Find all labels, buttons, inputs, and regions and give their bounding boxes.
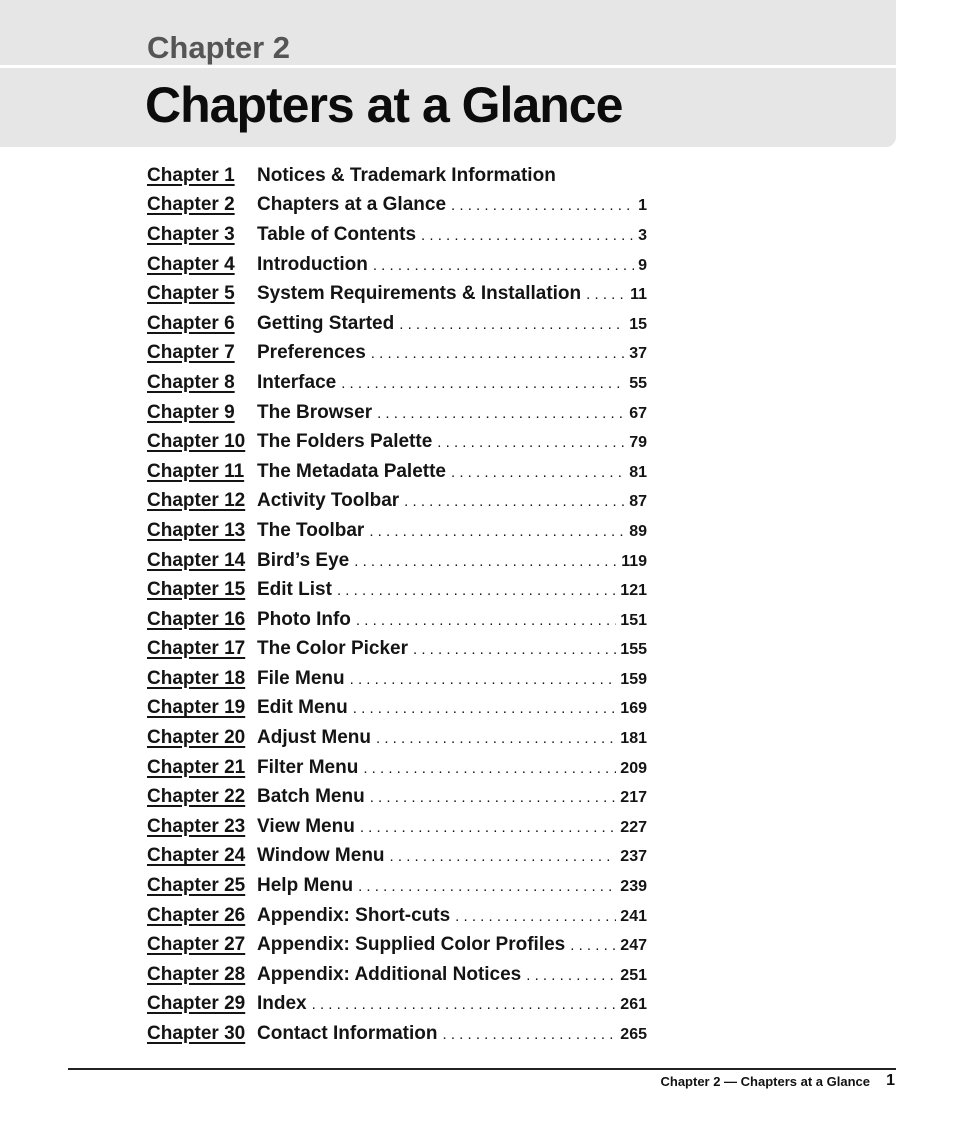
toc-row [147,842,647,872]
toc-chapter-link[interactable]: Chapter 30 [147,1023,246,1045]
toc-page-number: 81 [629,463,647,481]
toc-title: Preferences [257,342,366,364]
toc-dot-leader [360,816,616,838]
toc-title: Index [257,993,307,1015]
toc-page-number: 119 [621,552,647,570]
toc-title: The Folders Palette [257,431,433,453]
toc-title: Batch Menu [257,786,365,808]
toc-row [147,605,647,635]
toc-dot-leader [354,550,617,572]
toc-entry [257,372,647,394]
toc-entry [257,609,647,631]
toc-page-number: 251 [620,966,647,984]
toc-entry [257,668,647,690]
toc-page-number: 89 [629,522,647,540]
toc-row [147,161,647,191]
toc-chapter-link[interactable]: Chapter 14 [147,549,246,571]
toc-row [147,309,647,339]
toc-row [147,782,647,812]
toc-title: Bird’s Eye [257,549,350,571]
toc-page-number: 209 [620,759,647,777]
toc-chapter-link[interactable]: Chapter 27 [147,934,246,956]
toc-dot-leader [570,934,616,956]
toc-chapter-link[interactable]: Chapter 1 [147,164,235,186]
toc-title: The Browser [257,401,373,423]
toc-entry [257,342,647,364]
toc-dot-leader [526,964,616,986]
toc-entry [257,283,647,305]
toc-dot-leader [358,875,616,897]
toc-chapter-link[interactable]: Chapter 18 [147,667,246,689]
toc-dot-leader [586,283,626,305]
toc-chapter-link[interactable]: Chapter 4 [147,253,235,275]
toc-chapter-link[interactable]: Chapter 15 [147,579,246,601]
toc-row [147,250,647,280]
toc-page-number: 241 [620,907,647,925]
toc-entry [257,905,647,927]
toc-title: The Color Picker [257,638,408,660]
toc-dot-leader [341,372,625,394]
toc-dot-leader [451,194,634,216]
toc-title: Adjust Menu [257,727,371,749]
toc-chapter-link[interactable]: Chapter 10 [147,431,246,453]
toc-dot-leader [404,490,625,512]
toc-title: Edit Menu [257,697,348,719]
toc-dot-leader [373,254,634,276]
toc-page-number: 217 [620,789,647,807]
toc-dot-leader [312,993,617,1015]
toc-title: Photo Info [257,608,351,630]
toc-entry [257,786,647,808]
toc-row [147,546,647,576]
toc-title: Contact Information [257,1023,438,1045]
toc-entry [257,638,647,660]
toc-entry [257,875,647,897]
toc-page-number: 261 [620,996,647,1014]
toc-page-number: 181 [620,730,647,748]
toc-row [147,723,647,753]
toc-row [147,279,647,309]
toc-row [147,575,647,605]
toc-row [147,960,647,990]
toc-title: System Requirements & Installation [257,283,582,305]
toc-page-number: 79 [629,434,647,452]
toc-row [147,635,647,665]
toc-page-number: 3 [638,226,647,244]
toc-chapter-link[interactable]: Chapter 22 [147,786,246,808]
footer-divider [68,1068,896,1070]
toc-dot-leader [363,757,616,779]
toc-chapter-link[interactable]: Chapter 19 [147,697,246,719]
toc-entry [257,579,647,601]
toc-chapter-link[interactable]: Chapter 8 [147,371,235,393]
toc-title: Window Menu [257,845,385,867]
toc-title: Filter Menu [257,756,359,778]
toc-title: Edit List [257,579,332,601]
toc-title: Getting Started [257,312,395,334]
toc-chapter-link[interactable]: Chapter 21 [147,756,246,778]
toc-dot-leader [390,845,617,867]
toc-dot-leader [350,668,617,690]
toc-chapter-link[interactable]: Chapter 13 [147,519,246,541]
footer-running-head: Chapter 2 — Chapters at a Glance [660,1074,870,1089]
toc-chapter-link[interactable]: Chapter 3 [147,223,235,245]
toc-row [147,930,647,960]
toc-row [147,457,647,487]
toc-page-number: 247 [620,937,647,955]
toc-title: Appendix: Short-cuts [257,904,451,926]
toc-dot-leader [356,609,616,631]
toc-row [147,812,647,842]
toc-row [147,339,647,369]
toc-dot-leader [377,402,625,424]
page-title: Chapters at a Glance [145,77,623,133]
toc-page-number: 87 [629,493,647,511]
toc-row [147,871,647,901]
toc-page-number: 37 [629,345,647,363]
toc-entry [257,845,647,867]
toc-dot-leader [443,1023,617,1045]
toc-entry [257,461,647,483]
toc-chapter-link[interactable]: Chapter 25 [147,875,246,897]
toc-dot-leader [455,905,616,927]
toc-page-number: 227 [620,818,647,836]
toc-dot-leader [370,786,617,808]
toc-entry [257,934,647,956]
toc-title: Appendix: Supplied Color Profiles [257,934,566,956]
toc-dot-leader [437,431,625,453]
toc-chapter-link[interactable]: Chapter 16 [147,608,246,630]
toc-dot-leader [337,579,616,601]
toc-chapter-link[interactable]: Chapter 5 [147,283,235,305]
toc-chapter-link[interactable]: Chapter 28 [147,963,246,985]
toc-title: View Menu [257,815,355,837]
toc-row [147,753,647,783]
toc-row [147,220,647,250]
toc-page-number: 67 [629,404,647,422]
toc-page-number: 121 [620,582,647,600]
toc-page-number: 9 [638,256,647,274]
toc-entry [257,194,647,216]
toc-page-number: 159 [620,670,647,688]
toc-title: Table of Contents [257,223,417,245]
toc-page-number: 239 [620,878,647,896]
toc-entry [257,402,647,424]
toc-page-number: 151 [620,611,647,629]
toc-title: Interface [257,371,337,393]
toc-page-number: 237 [620,848,647,866]
toc-entry [257,431,647,453]
toc-entry [257,313,647,335]
toc-page-number: 11 [630,286,647,304]
toc-chapter-link[interactable]: Chapter 12 [147,490,246,512]
toc-entry [257,490,647,512]
toc-chapter-link[interactable]: Chapter 29 [147,993,246,1015]
toc-title: Help Menu [257,875,354,897]
toc-row [147,427,647,457]
toc-entry [257,165,647,187]
toc-page-number: 1 [638,197,647,215]
toc-page-number: 55 [629,374,647,392]
toc-entry [257,550,647,572]
toc-entry [257,520,647,542]
footer-page-number: 1 [886,1072,895,1089]
toc-dot-leader [399,313,625,335]
chapter-label: Chapter 2 [147,30,290,65]
toc-title: File Menu [257,667,345,689]
toc-dot-leader [421,224,634,246]
toc-dot-leader [369,520,625,542]
toc-chapter-link[interactable]: Chapter 6 [147,312,235,334]
toc-row [147,694,647,724]
toc-entry [257,727,647,749]
header-divider [0,65,896,68]
toc-row [147,487,647,517]
toc-page-number: 15 [629,315,647,333]
toc-chapter-link[interactable]: Chapter 17 [147,638,246,660]
toc-entry [257,816,647,838]
toc-title: Introduction [257,253,368,275]
toc-entry [257,254,647,276]
toc-dot-leader [376,727,616,749]
toc-row [147,368,647,398]
toc-entry [257,757,647,779]
table-of-contents [147,161,647,1049]
toc-entry [257,224,647,246]
toc-title: The Metadata Palette [257,460,446,482]
toc-page-number: 169 [620,700,647,718]
toc-title: Appendix: Additional Notices [257,963,522,985]
toc-row [147,1019,647,1049]
toc-entry [257,964,647,986]
toc-title: Activity Toolbar [257,490,400,512]
toc-dot-leader [371,342,625,364]
toc-chapter-link[interactable]: Chapter 9 [147,401,235,423]
toc-chapter-link[interactable]: Chapter 26 [147,904,246,926]
toc-row [147,398,647,428]
toc-page-number: 155 [620,641,647,659]
toc-chapter-link[interactable]: Chapter 7 [147,342,235,364]
toc-dot-leader [413,638,616,660]
toc-entry [257,1023,647,1045]
toc-row [147,516,647,546]
toc-page-number: 265 [620,1026,647,1044]
toc-title: Chapters at a Glance [257,194,447,216]
toc-row [147,664,647,694]
toc-entry [257,993,647,1015]
toc-dot-leader [451,461,625,483]
toc-row [147,990,647,1020]
toc-dot-leader [353,697,617,719]
toc-chapter-link[interactable]: Chapter 11 [147,460,245,482]
toc-row [147,191,647,221]
toc-entry [257,697,647,719]
toc-row [147,901,647,931]
toc-chapter-link[interactable]: Chapter 23 [147,815,246,837]
toc-title: Notices & Trademark Information [257,164,556,186]
toc-title: The Toolbar [257,519,365,541]
toc-chapter-link[interactable]: Chapter 2 [147,194,235,216]
toc-chapter-link[interactable]: Chapter 24 [147,845,246,867]
toc-chapter-link[interactable]: Chapter 20 [147,727,246,749]
